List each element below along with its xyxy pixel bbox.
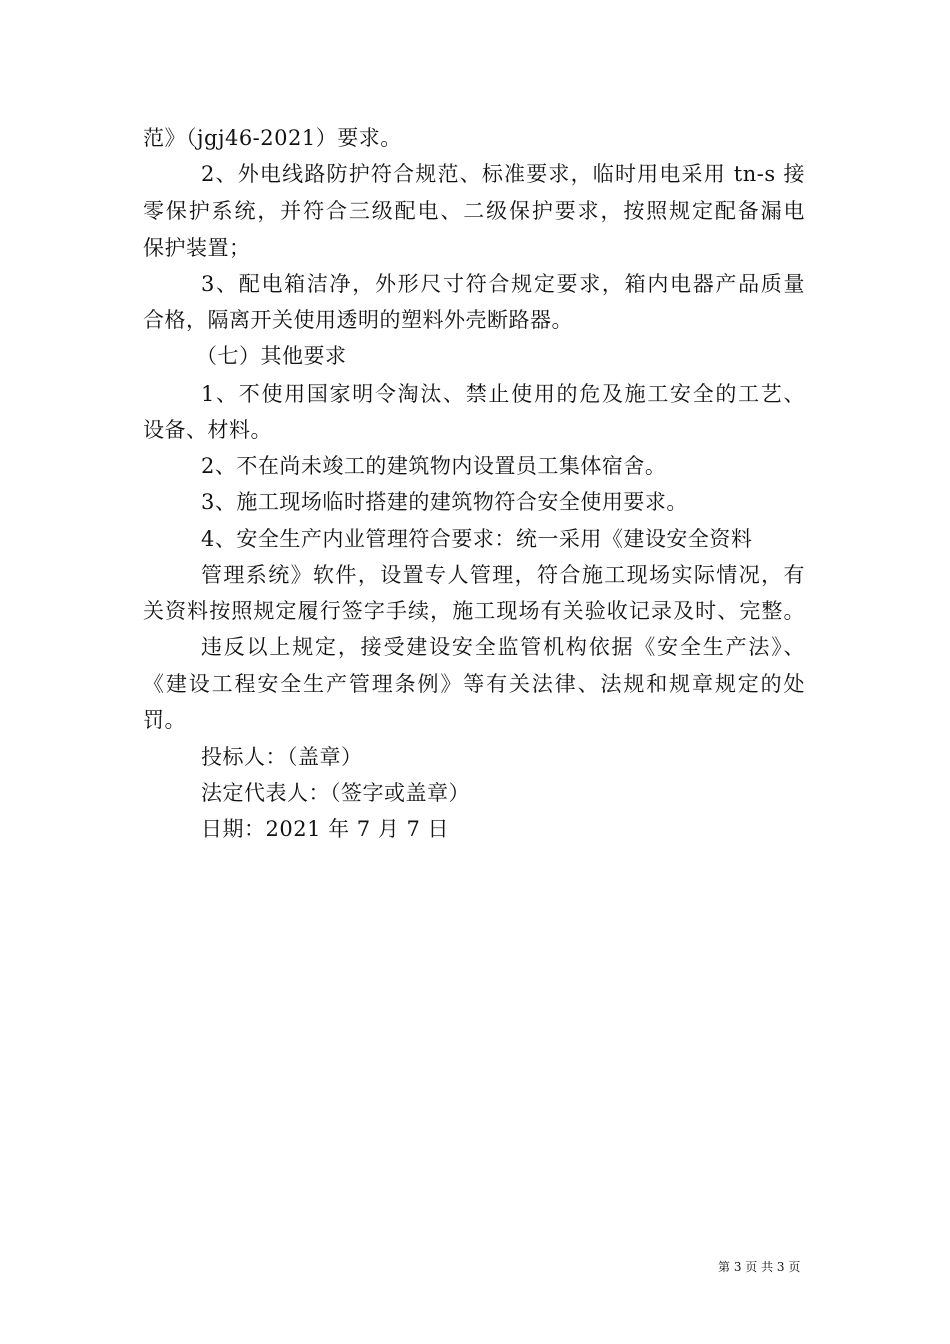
text-line: 管理系统》软件，设置专人管理，符合施工现场实际情况，有 xyxy=(201,563,805,587)
page-number: 第 3 页 共 3 页 xyxy=(718,1260,801,1274)
text-line: 1、不使用国家明令淘汰、禁止使用的危及施工安全的工艺、 xyxy=(201,382,805,406)
date-line: 日期：2021 年 7 月 7 日 xyxy=(201,817,450,841)
text-line: 3、配电箱洁净，外形尺寸符合规定要求，箱内电器产品质量 xyxy=(201,272,805,296)
bidder-signature-line: 投标人：（盖章） xyxy=(201,745,363,769)
text-line: 零保护系统，并符合三级配电、二级保护要求，按照规定配备漏电 xyxy=(143,199,805,223)
text-line: 4、安全生产内业管理符合要求：统一采用《建设安全资料 xyxy=(201,527,753,551)
text-line: 3、施工现场临时搭建的建筑物符合安全使用要求。 xyxy=(201,490,688,514)
text-line: 保护装置； xyxy=(143,236,251,260)
text-line: 《建设工程安全生产管理条例》等有关法律、法规和规章规定的处 xyxy=(143,672,805,696)
text-line: 设备、材料。 xyxy=(143,418,272,442)
text-line: 罚。 xyxy=(143,708,186,732)
text-line: 关资料按照规定履行签字手续，施工现场有关验收记录及时、完整。 xyxy=(143,599,805,623)
text-line: 2、不在尚未竣工的建筑物内设置员工集体宿舍。 xyxy=(201,454,667,478)
text-line: 违反以上规定，接受建设安全监管机构依据《安全生产法》、 xyxy=(201,635,805,659)
text-line: 2、外电线路防护符合规范、标准要求，临时用电采用 tn-s 接 xyxy=(201,162,805,186)
text-line: 合格，隔离开关使用透明的塑料外壳断路器。 xyxy=(143,308,573,332)
legal-rep-signature-line: 法定代表人：（签字或盖章） xyxy=(201,781,470,805)
text-line: 范》（jgj46-2021）要求。 xyxy=(143,126,402,150)
section-heading: （七）其他要求 xyxy=(196,344,347,368)
